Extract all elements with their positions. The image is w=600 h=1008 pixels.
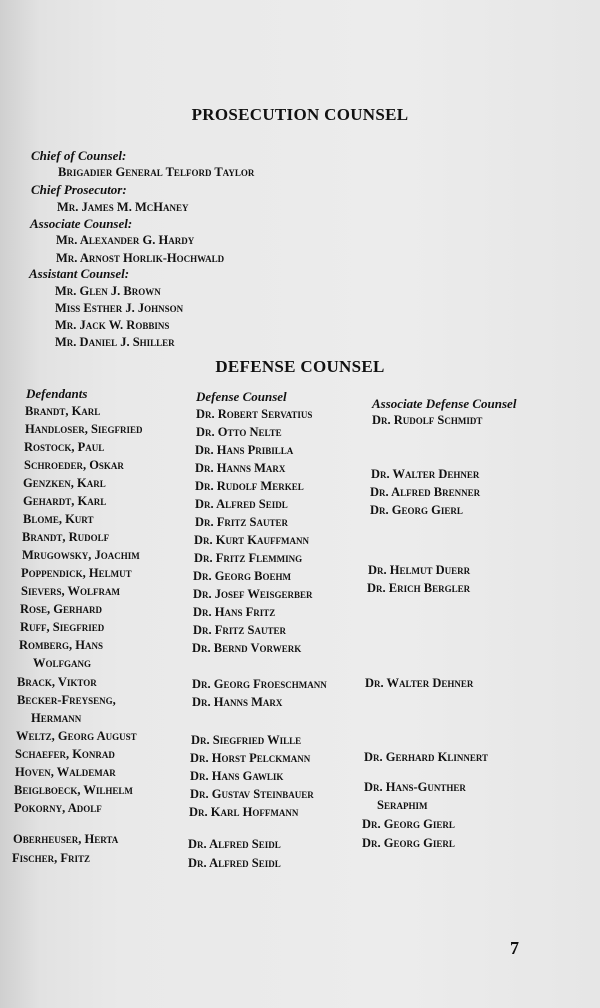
- defendant-name: Fischer, Fritz: [12, 851, 91, 865]
- defendant-name: Sievers, Wolfram: [21, 584, 120, 598]
- bleed-through-text: [240, 40, 244, 57]
- associate-counsel-name: Dr. Erich Bergler: [367, 581, 471, 595]
- defense-counsel-name: Dr. Bernd Vorwerk: [192, 641, 302, 655]
- defendant-name: Schaefer, Konrad: [15, 747, 115, 761]
- defense-counsel-name: Dr. Georg Boehm: [193, 569, 291, 583]
- defendant-name: Poppendick, Helmut: [21, 566, 132, 580]
- associate-counsel-name: Dr. Hans-Gunther: [364, 780, 466, 794]
- defendant-name: Oberheuser, Herta: [13, 832, 119, 846]
- defense-counsel-name: Dr. Hanns Marx: [195, 461, 286, 475]
- defense-counsel-name: Dr. Gustav Steinbauer: [190, 787, 314, 801]
- counsel-name: Mr. Glen J. Brown: [55, 284, 161, 298]
- role-label: Associate Counsel:: [30, 216, 133, 231]
- defendant-name: Schroeder, Oskar: [24, 458, 124, 472]
- role-label: Chief Prosecutor:: [31, 182, 127, 197]
- page-number: 7: [510, 938, 519, 958]
- defense-counsel-name: Dr. Otto Nelte: [196, 425, 282, 439]
- associate-counsel-name: Dr. Georg Gierl: [362, 817, 455, 831]
- counsel-name: Mr. Alexander G. Hardy: [56, 233, 195, 247]
- associate-counsel-name: Dr. Walter Dehner: [365, 676, 474, 690]
- counsel-name: Mr. Arnost Horlik-Hochwald: [56, 251, 225, 265]
- counsel-name: Mr. Daniel J. Shiller: [55, 335, 175, 349]
- counsel-name: Mr. James M. McHaney: [57, 200, 189, 214]
- defense-counsel-name: Dr. Karl Hoffmann: [189, 805, 299, 819]
- defense-counsel-name: Dr. Fritz Sauter: [195, 515, 289, 529]
- defense-counsel-name: Dr. Horst Pelckmann: [190, 751, 311, 765]
- defense-counsel-name: Dr. Hans Pribilla: [195, 443, 294, 457]
- column-header-defendants: Defendants: [26, 386, 88, 401]
- defendant-name: Brack, Viktor: [17, 675, 97, 689]
- defendant-name-continued: Hermann: [31, 711, 82, 725]
- counsel-name: Brigadier General Telford Taylor: [58, 165, 255, 179]
- defendant-name: Genzken, Karl: [23, 476, 106, 490]
- column-header-defense-counsel: Defense Counsel: [196, 389, 287, 404]
- defendant-name: Ruff, Siegfried: [20, 620, 105, 634]
- associate-counsel-name-continued: Seraphim: [377, 798, 428, 812]
- defendant-name: Weltz, Georg August: [16, 729, 137, 743]
- defendant-name: Beiglboeck, Wilhelm: [14, 783, 133, 797]
- defendant-name: Gehardt, Karl: [23, 494, 107, 508]
- defense-counsel-name: Dr. Georg Froeschmann: [192, 677, 327, 691]
- defendant-name-continued: Wolfgang: [33, 656, 92, 670]
- defendant-name: Rostock, Paul: [24, 440, 105, 454]
- defendant-name: Blome, Kurt: [23, 512, 94, 526]
- defense-counsel-name: Dr. Hans Fritz: [193, 605, 276, 619]
- associate-counsel-name: Dr. Georg Gierl: [362, 836, 455, 850]
- column-header-associate-counsel: Associate Defense Counsel: [372, 396, 517, 411]
- defense-counsel-name: Dr. Hanns Marx: [192, 695, 283, 709]
- defense-counsel-name: Dr. Siegfried Wille: [191, 733, 302, 747]
- defense-counsel-name: Dr. Fritz Flemming: [194, 551, 303, 565]
- associate-counsel-name: Dr. Rudolf Schmidt: [372, 413, 483, 427]
- defendant-name: Hoven, Waldemar: [15, 765, 116, 779]
- defendant-name: Becker-Freyseng,: [17, 693, 116, 707]
- associate-counsel-name: Dr. Walter Dehner: [371, 467, 480, 481]
- defendant-name: Brandt, Rudolf: [22, 530, 110, 544]
- defense-title: DEFENSE COUNSEL: [215, 357, 385, 376]
- prosecution-title: PROSECUTION COUNSEL: [191, 105, 409, 124]
- defense-counsel-name: Dr. Hans Gawlik: [190, 769, 284, 783]
- defense-counsel-name: Dr. Robert Servatius: [196, 407, 313, 421]
- defense-counsel-name: Dr. Rudolf Merkel: [195, 479, 304, 493]
- defense-counsel-name: Dr. Alfred Seidl: [195, 497, 288, 511]
- associate-counsel-name: Dr. Helmut Duerr: [368, 563, 471, 577]
- defense-counsel-name: Dr. Josef Weisgerber: [193, 587, 313, 601]
- defense-counsel-name: Dr. Alfred Seidl: [188, 856, 281, 870]
- defendant-name: Mrugowsky, Joachim: [22, 548, 140, 562]
- defendant-name: Romberg, Hans: [19, 638, 104, 652]
- associate-counsel-name: Dr. Georg Gierl: [370, 503, 463, 517]
- associate-counsel-name: Dr. Gerhard Klinnert: [364, 750, 489, 764]
- defendant-name: Handloser, Siegfried: [25, 422, 143, 436]
- role-label: Chief of Counsel:: [31, 148, 127, 163]
- defense-counsel-name: Dr. Fritz Sauter: [193, 623, 287, 637]
- counsel-name: Miss Esther J. Johnson: [55, 301, 184, 315]
- role-label: Assistant Counsel:: [29, 266, 130, 281]
- defendant-name: Rose, Gerhard: [20, 602, 103, 616]
- associate-counsel-name: Dr. Alfred Brenner: [370, 485, 481, 499]
- defendant-name: Brandt, Karl: [25, 404, 101, 418]
- defense-counsel-name: Dr. Kurt Kauffmann: [194, 533, 310, 547]
- defense-counsel-name: Dr. Alfred Seidl: [188, 837, 281, 851]
- defendant-name: Pokorny, Adolf: [14, 801, 102, 815]
- counsel-name: Mr. Jack W. Robbins: [55, 318, 170, 332]
